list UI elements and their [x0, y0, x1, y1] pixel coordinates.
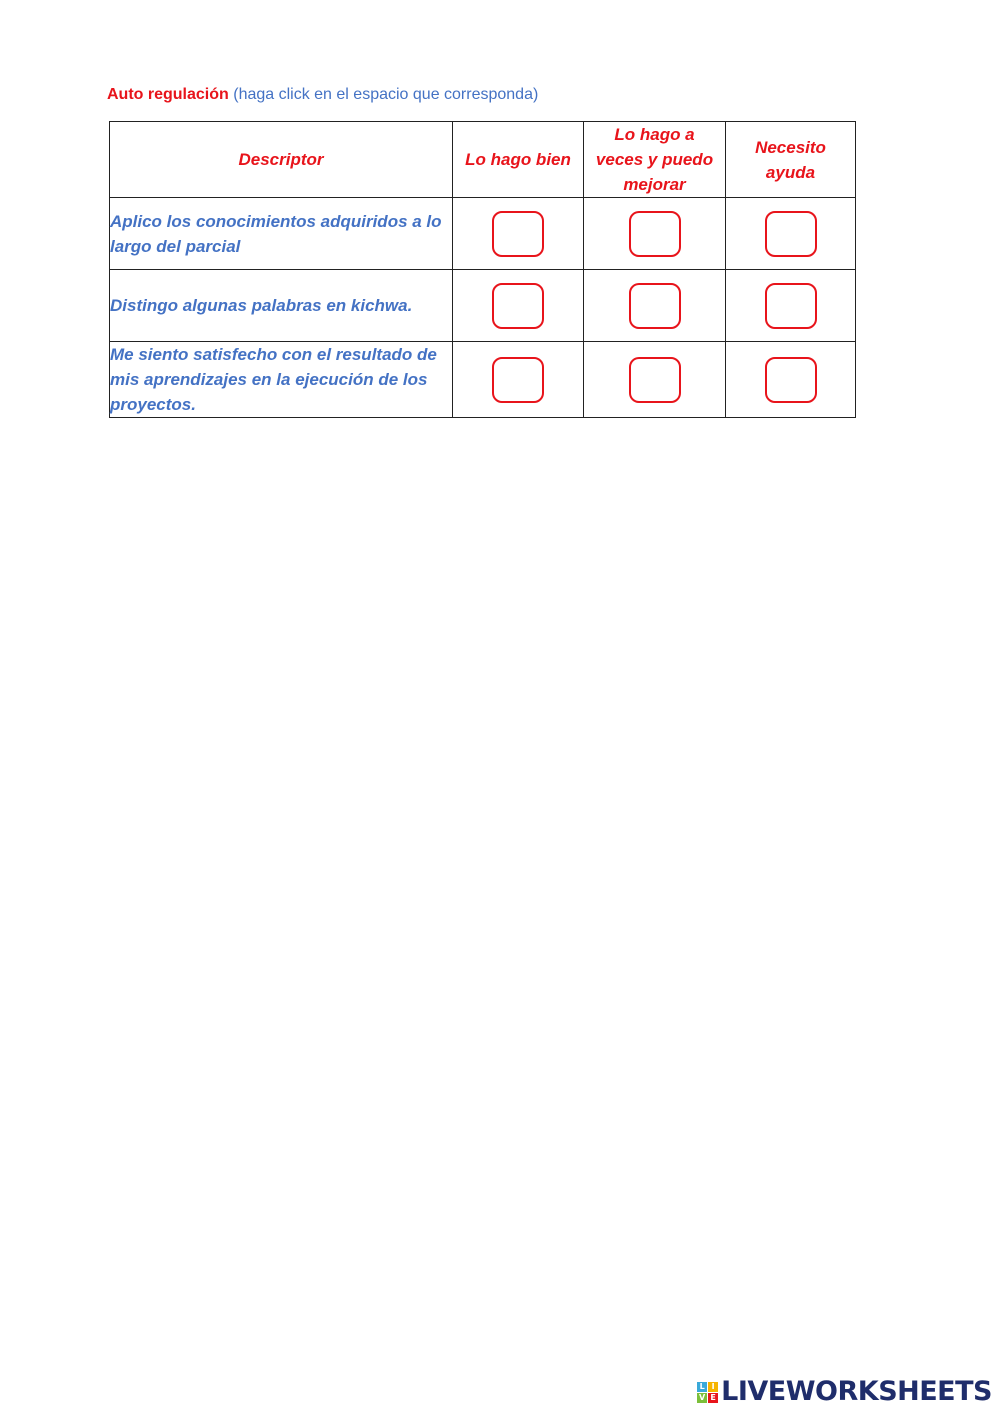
self-assessment-table: [109, 121, 856, 418]
cell-lo-hago-a-veces: [584, 270, 726, 342]
choice-box-lo-hago-bien[interactable]: [492, 211, 544, 257]
section-instructions: (haga click en el espacio que corresponda): [233, 86, 539, 103]
choice-box-necesito-ayuda[interactable]: [765, 211, 817, 257]
section-heading: [107, 84, 538, 106]
header-necesito-ayuda: Necesito ayuda: [726, 122, 856, 198]
table-row: [110, 270, 856, 342]
choice-box-necesito-ayuda[interactable]: [765, 357, 817, 403]
cell-necesito-ayuda: [726, 270, 856, 342]
header-lo-hago-bien: Lo hago bien: [453, 122, 584, 198]
liveworksheets-logo: [697, 1377, 992, 1407]
choice-box-lo-hago-bien[interactable]: [492, 357, 544, 403]
cell-necesito-ayuda: [726, 342, 856, 418]
cell-lo-hago-a-veces: [584, 198, 726, 270]
choice-box-lo-hago-a-veces[interactable]: [629, 357, 681, 403]
table-header-row: [110, 122, 856, 198]
row-descriptor: Aplico los conocimientos adquiridos a lo largo del parcial: [110, 198, 453, 270]
cell-lo-hago-bien: [453, 342, 584, 418]
table-row: [110, 198, 856, 270]
choice-box-necesito-ayuda[interactable]: [765, 283, 817, 329]
header-descriptor: Descriptor: [110, 122, 453, 198]
choice-box-lo-hago-a-veces[interactable]: [629, 211, 681, 257]
cell-lo-hago-bien: [453, 198, 584, 270]
cell-lo-hago-bien: [453, 270, 584, 342]
choice-box-lo-hago-bien[interactable]: [492, 283, 544, 329]
choice-box-lo-hago-a-veces[interactable]: [629, 283, 681, 329]
cell-lo-hago-a-veces: [584, 342, 726, 418]
section-title: Auto regulación: [107, 86, 229, 103]
row-descriptor: Me siento satisfecho con el resultado de mis aprendizajes en la ejecución de los proyectos.: [110, 342, 453, 418]
logo-mark-icon: L I V E: [697, 1382, 718, 1403]
logo-text: LIVEWORKSHEETS: [721, 1376, 992, 1407]
header-lo-hago-a-veces: Lo hago a veces y puedo mejorar: [584, 122, 726, 198]
cell-necesito-ayuda: [726, 198, 856, 270]
table-row: [110, 342, 856, 418]
row-descriptor: Distingo algunas palabras en kichwa.: [110, 270, 453, 342]
